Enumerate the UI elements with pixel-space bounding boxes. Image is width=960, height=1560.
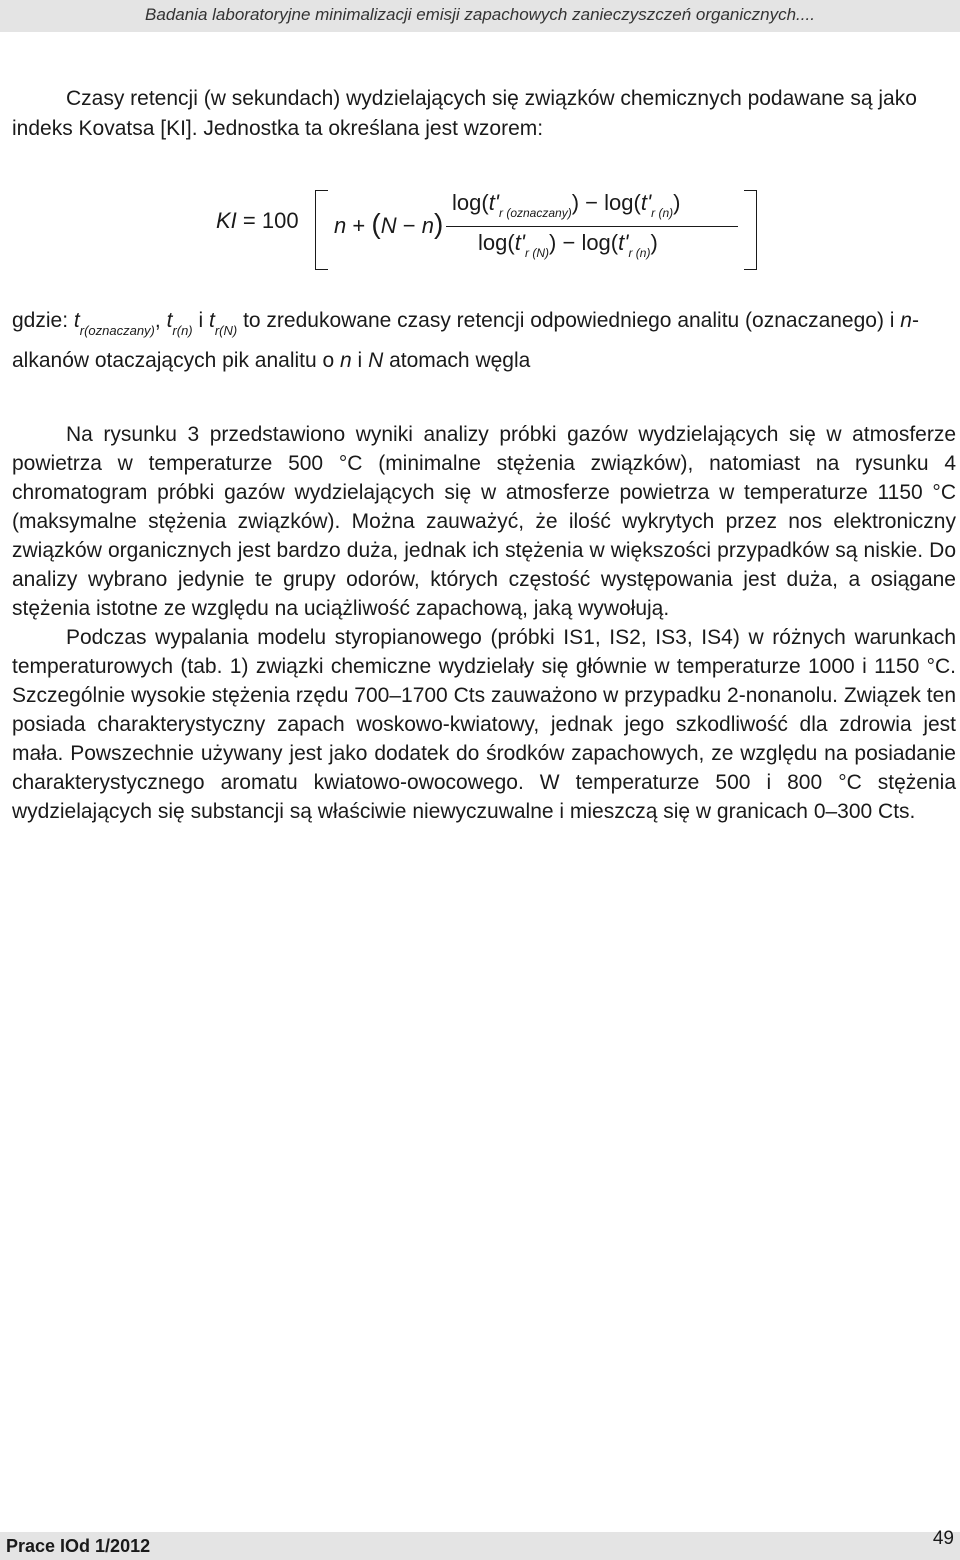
formula-right-bracket: [744, 190, 757, 270]
num-sub-n: r (n): [651, 206, 674, 220]
den-minus: −: [562, 230, 576, 255]
den-sub-n: r (n): [628, 246, 651, 260]
where-label: gdzie:: [12, 309, 69, 332]
num-t-2: t': [640, 190, 652, 215]
formula-sum-term: [334, 208, 443, 240]
formula-n2: n: [421, 213, 434, 238]
where-n-2: n: [340, 349, 352, 372]
formula-numerator: [452, 190, 680, 220]
running-header: Badania laboratoryjne minimalizacji emisji zapachowych zanieczyszczeń organicznych....: [0, 0, 960, 32]
formula-denominator: [478, 230, 658, 260]
formula-explanation: [12, 306, 952, 376]
den-close-2: ): [650, 230, 658, 255]
fraction-line: [446, 226, 738, 227]
where-sub-n: r(n): [172, 323, 193, 338]
paragraph-styrofoam: Podczas wypalania modelu styropianowego (próbki IS1, IS2, IS3, IS4) w różnych warunkach temperaturowych (tab. 1) związki chemiczne wydzielały się głównie w temperaturze 1000 i 1150 °C. Szczególnie wysokie stężenia rzędu 700–1700 Cts zauważono w przypadku 2-nonanolu. Związek ten posiada charakterystyczny zapach woskowo-kwiatowy, jednak jego szkodliwość dla zdrowia jest mała. Powszechnie używany jest jako dodatek do środków zapachowych, ze względu na posiadanie charakterystycznego aromatu kwiatowo-owocowego. W temperaturze 500 i 800 °C stężenia wydzielających się substancji są właściwie niewyczuwalne i mieszczą się w granicach 0–300 Cts.: [12, 626, 956, 823]
den-t-2: t': [618, 230, 629, 255]
formula-left-bracket: [315, 190, 328, 270]
formula-close-paren: ): [433, 208, 444, 239]
where-t-1: t: [73, 309, 80, 332]
where-sub-oznaczany: r(oznaczany): [79, 323, 155, 338]
num-t-1: t': [488, 190, 499, 215]
num-minus: −: [585, 190, 599, 215]
den-sub-N: r (N): [525, 246, 549, 260]
formula-equals: =: [242, 208, 256, 233]
where-t-3: t: [208, 309, 215, 332]
journal-name: Prace IOd 1/2012: [6, 1536, 151, 1556]
intro-paragraph: Czasy retencji (w sekundach) wydzielających się związków chemicznych podawane są jako indeks Kovatsa [KI]. Jednostka ta określana jest wzorem:: [12, 87, 917, 140]
num-close-2: ): [673, 190, 681, 215]
formula-open-paren: (: [371, 208, 381, 239]
body-text: [12, 420, 956, 826]
den-log-2: log(: [581, 230, 619, 255]
den-log-1: log(: [478, 230, 515, 255]
page-footer: [0, 1528, 960, 1560]
where-text-4: atomach węgla: [383, 349, 531, 372]
num-close-1: ): [571, 190, 580, 215]
formula-ki: KI: [216, 208, 237, 233]
den-close-1: ): [549, 230, 557, 255]
paragraph-results: Na rysunku 3 przedstawiono wyniki analizy próbki gazów wydzielających się w atmosferze powietrza w temperaturze 500 °C (minimalne stężenia związków), natomiast na rysunku 4 chromatogram próbki gazów wydzielających się w atmosferze powietrza w temperaturze 1150 °C (maksymalne stężenia związków). Można zauważyć, że ilość wykrytych przez nos elektroniczny związków organicznych jest bardzo duża, jednak ich stężenia w większości przypadków są niskie. Do analizy wybrano jedynie te grupy odorów, których częstość występowania jest duża, a osiągane stężenia istotne ze względu na uciążliwość zapachową, jaką wywołują.: [12, 423, 956, 620]
den-t-1: t': [514, 230, 525, 255]
formula-lhs: [216, 208, 299, 234]
where-text-3: i: [351, 349, 369, 372]
where-text-2: -alkanów otaczających pik analitu o: [12, 309, 919, 372]
formula-N: N: [380, 213, 397, 238]
where-text-1: to zredukowane czasy retencji odpowiedniego analitu (oznaczanego) i: [243, 309, 901, 332]
where-n-1: n: [900, 309, 912, 332]
formula-plus: +: [352, 213, 366, 238]
formula-constant: 100: [261, 208, 299, 233]
num-log-2: log(: [604, 190, 641, 215]
num-sub-oznaczany: r (oznaczany): [499, 206, 572, 220]
where-comma: ,: [154, 309, 161, 332]
where-conj: i: [198, 309, 204, 332]
where-sub-N: r(N): [214, 323, 238, 338]
num-log-1: log(: [452, 190, 489, 215]
formula-n: n: [334, 213, 347, 238]
page-number: 49: [932, 1528, 954, 1549]
formula-minus: −: [402, 213, 416, 238]
kovats-formula: [216, 186, 756, 272]
where-N: N: [368, 349, 384, 372]
where-t-2: t: [166, 309, 173, 332]
